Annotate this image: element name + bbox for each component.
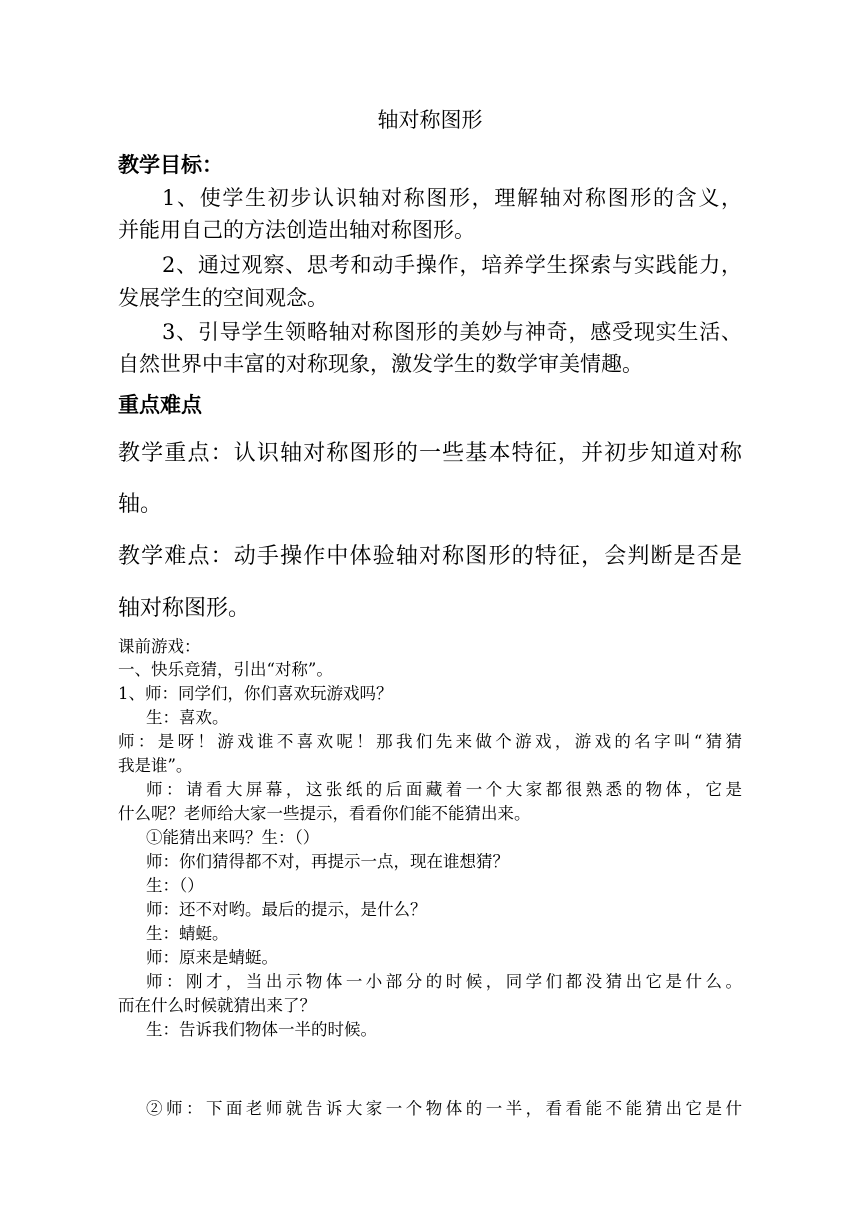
lesson-line: 生：喜欢。 bbox=[146, 708, 229, 727]
lesson-line: 师：还不对哟。最后的提示，是什么？ bbox=[146, 900, 427, 919]
lesson-line: ①能猜出来吗？生：（） bbox=[146, 828, 320, 847]
lesson-line: ②师：下面老师就告诉大家一个物体的一半，看看能不能猜出它是什 bbox=[146, 1099, 742, 1118]
lesson-line: 师：请看大屏幕，这张纸的后面藏着一个大家都很熟悉的物体，它是 bbox=[146, 780, 742, 799]
lesson-line: 生：（） bbox=[146, 876, 204, 895]
objectives-heading: 教学目标： bbox=[118, 152, 223, 177]
objective-1-line-1: 1、使学生初步认识轴对称图形，理解轴对称图形的含义， bbox=[162, 186, 742, 210]
important-point-line-1: 教学重点：认识轴对称图形的一些基本特征，并初步知道对称 bbox=[118, 441, 742, 466]
lesson-line: 师：你们猜得都不对，再提示一点，现在谁想猜？ bbox=[146, 852, 509, 871]
document-title: 轴对称图形 bbox=[377, 108, 483, 132]
lesson-line: 师：是呀！游戏谁不喜欢呢！那我们先来做个游戏，游戏的名字叫“猜猜 bbox=[118, 732, 742, 751]
lesson-line: 而在什么时候就猜出来了？ bbox=[118, 996, 316, 1015]
lesson-line: 师：原来是蜻蜓。 bbox=[146, 948, 278, 967]
keypoints-heading: 重点难点 bbox=[118, 392, 202, 417]
lesson-line: 我是谁”。 bbox=[118, 756, 193, 775]
objective-2-line-1: 2、通过观察、思考和动手操作，培养学生探索与实践能力， bbox=[162, 253, 742, 277]
lesson-line: 课前游戏： bbox=[118, 637, 201, 656]
objective-1-line-2: 并能用自己的方法创造出轴对称图形。 bbox=[118, 218, 475, 242]
objective-2-line-2: 发展学生的空间观念。 bbox=[118, 286, 328, 310]
difficult-point-line-1: 教学难点：动手操作中体验轴对称图形的特征，会判断是否是 bbox=[118, 544, 742, 569]
difficult-point-line-2: 轴对称图形。 bbox=[118, 596, 251, 621]
lesson-line: 一、快乐竞猜，引出“对称”。 bbox=[118, 660, 333, 679]
lesson-line: 什么呢？老师给大家一些提示，看看你们能不能猜出来。 bbox=[118, 804, 531, 823]
objective-3-line-1: 3、引导学生领略轴对称图形的美妙与神奇，感受现实生活、 bbox=[162, 320, 742, 344]
lesson-line: 生：告诉我们物体一半的时候。 bbox=[146, 1020, 377, 1039]
lesson-line: 生：蜻蜓。 bbox=[146, 924, 229, 943]
objective-3-line-2: 自然世界中丰富的对称现象，激发学生的数学审美情趣。 bbox=[118, 352, 643, 376]
lesson-line: 师：刚才，当出示物体一小部分的时候，同学们都没猜出它是什么。 bbox=[146, 972, 742, 991]
lesson-line: 1、师：同学们，你们喜欢玩游戏吗？ bbox=[118, 684, 393, 703]
important-point-line-2: 轴。 bbox=[118, 492, 163, 517]
